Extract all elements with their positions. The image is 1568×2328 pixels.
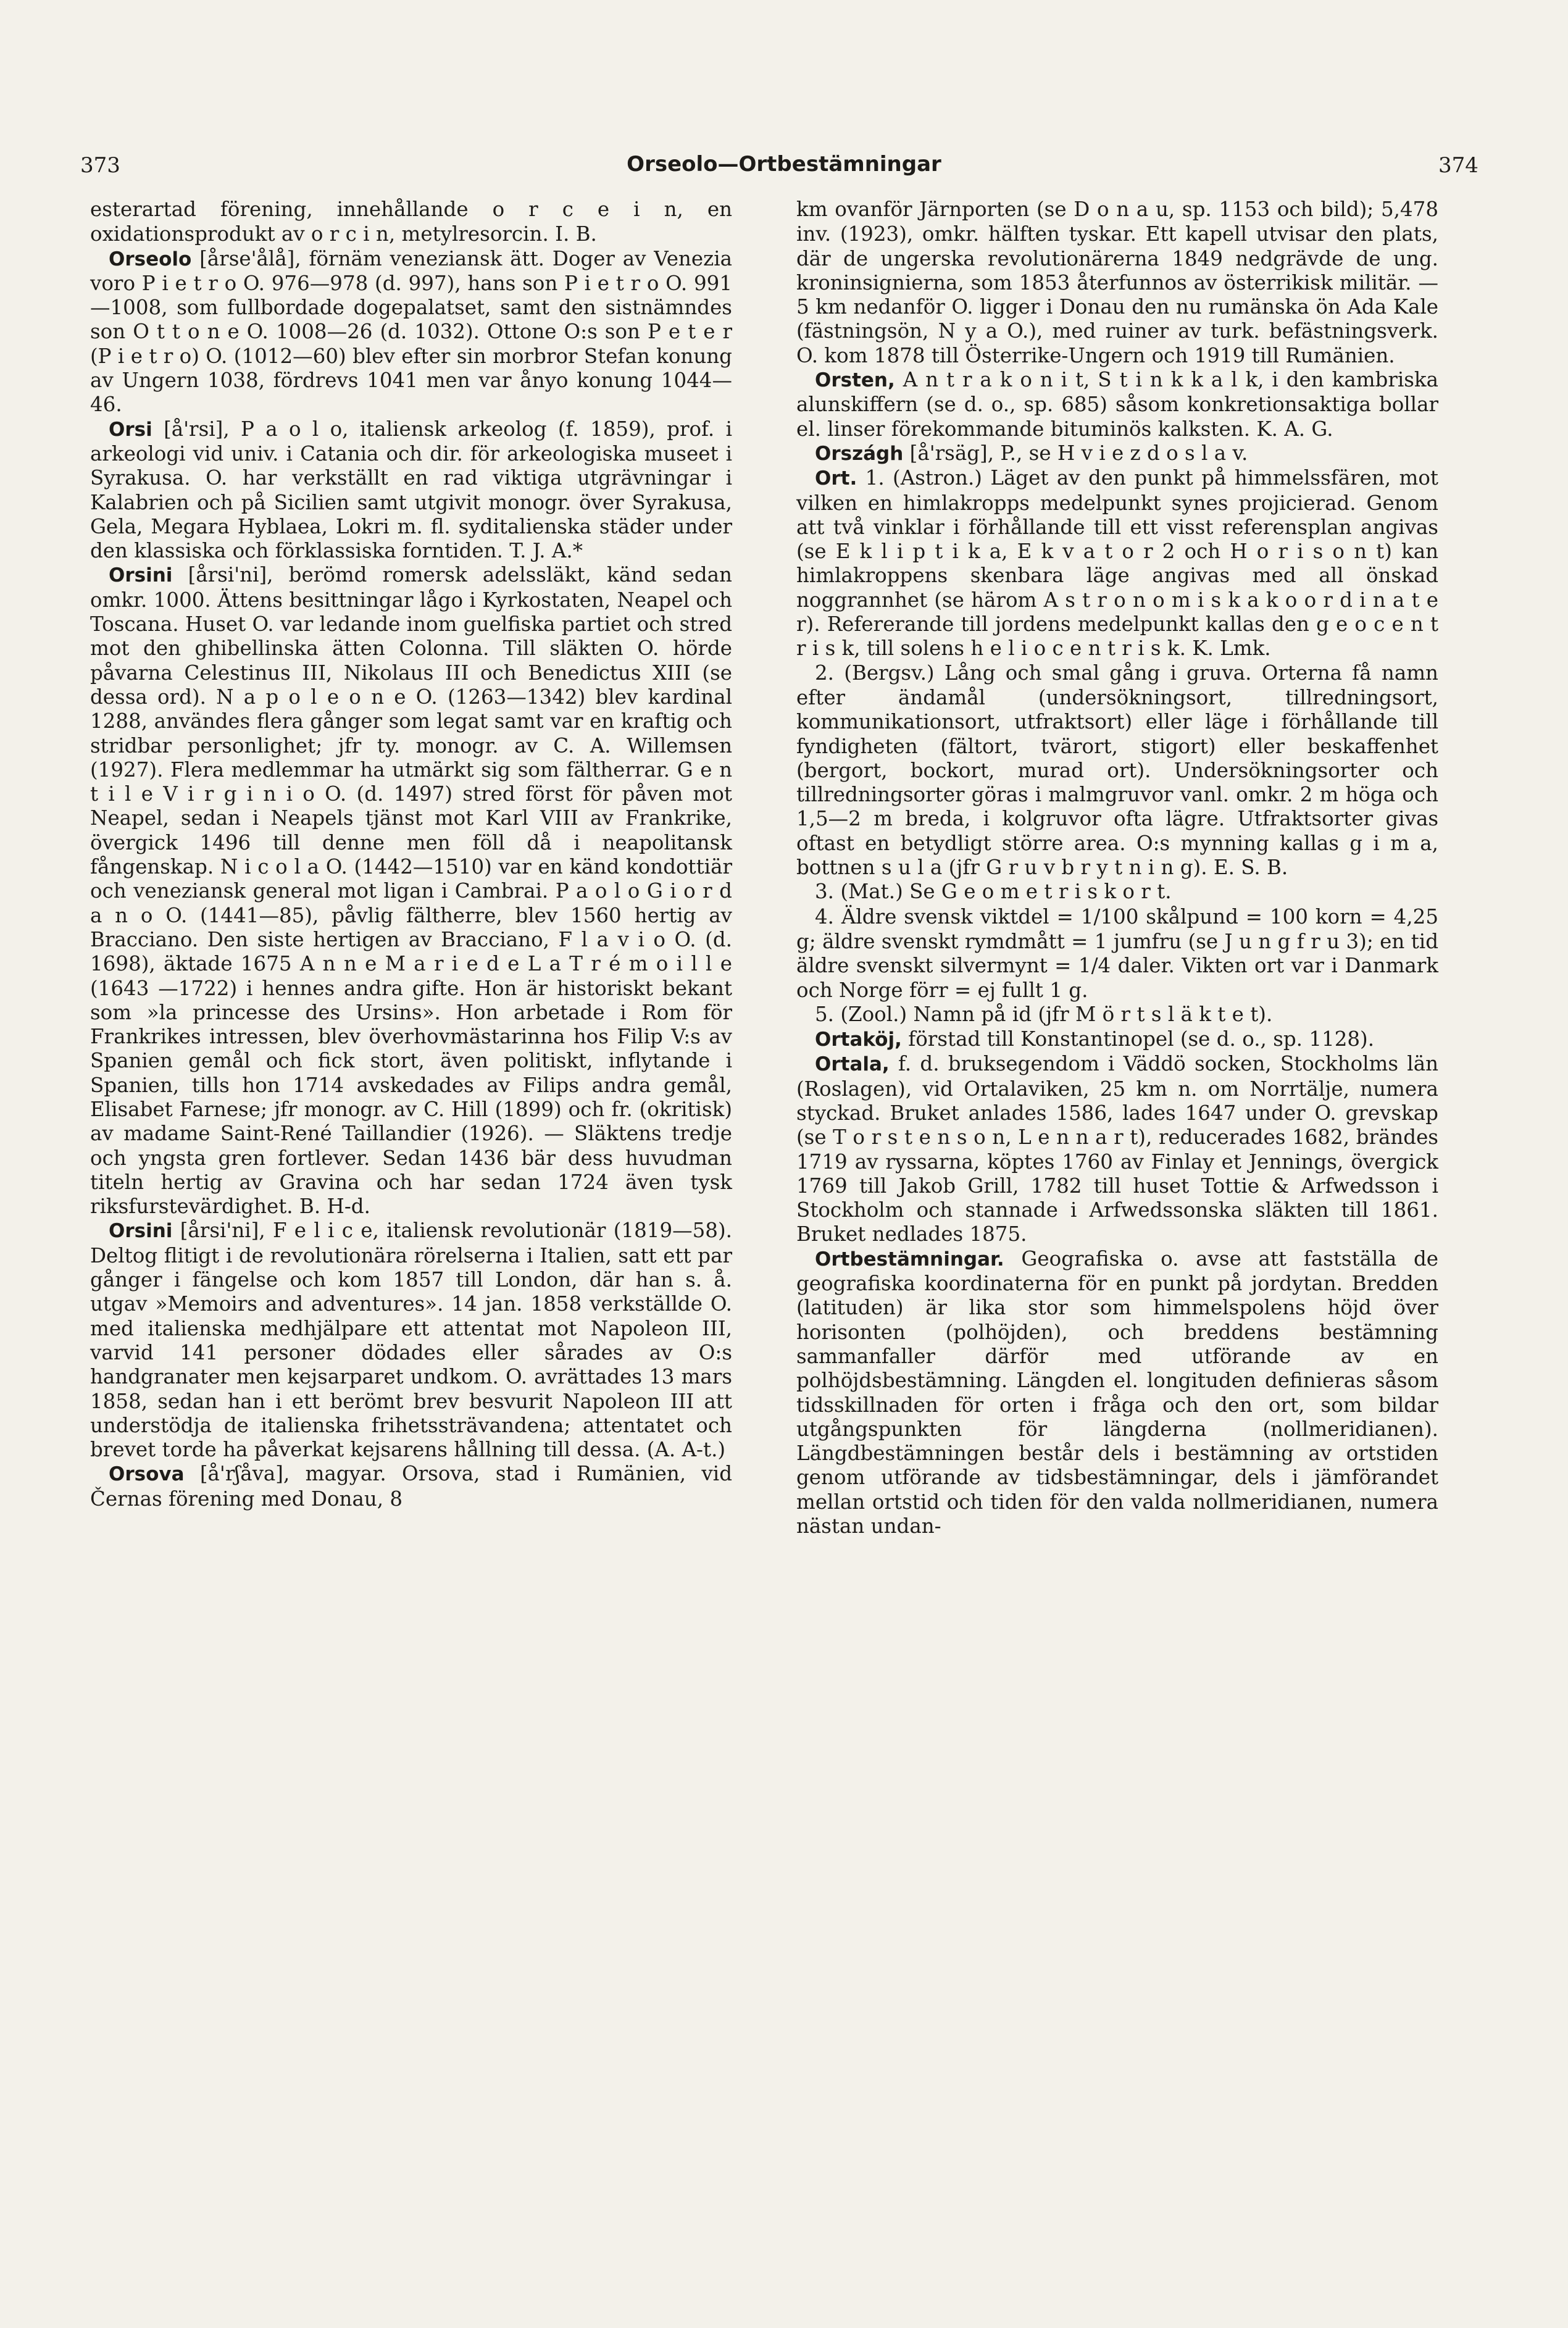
entry: Orseolo [årse'ålå], förnäm veneziansk ätt. Doger av Venezia voro P i e t r o O. 976—978 (d. 997), hans son P i e t r o O. 991—1008, som fullbordade dogepalatset, samt den sistnämndes son O t t o n e O. 1008—26 (d. 1032). Ottone O:s son P e t e r (P i e t r o) O. (1012—60) blev efter sin morbror Stefan konung av Ungern 1038, fördrevs 1041 men var ånyo konung 1044—46. (90, 246, 732, 417)
headword: Országh (815, 442, 904, 465)
entry: Orsini [årsi'ni], F e l i c e, italiensk revolutionär (1819—58). Deltog flitigt i de revolutionära rörelserna i Italien, satt ett par gånger i fängelse och kom 1857 till London, där han s. å. utgav »Memoirs and adventures». 14 jan. 1858 verkställde O. med italienska medhjälpare ett attentat mot Napoleon III, varvid 141 personer dödades eller sårades av O:s handgranater men kejsarparet undkom. O. avrättades 13 mars 1858, sedan han i ett berömt brev besvurit Napoleon III att understödja de italienska frihetssträvandena; attentatet och brevet torde ha påverkat kejsarens hållning till dessa. (A. A-t.) (90, 1219, 732, 1462)
headword: Orsi (109, 418, 152, 441)
left-column (90, 198, 732, 1511)
entry: km ovanför Järnporten (se D o n a u, sp. 1153 och bild); 5,478 inv. (1923), omkr. hälften tyskar. Ett kapell utvisar den plats, där de ungerska revolutionärerna 1849 nedgrävde de ung. kroninsignierna, som 1853 återfunnos av österrikisk militär. — 5 km nedanför O. ligger i Donau den nu rumänska ön Ada Kale (fästningsön, N y a O.), med ruiner av turk. befästningsverk. O. kom 1878 till Österrike-Ungern och 1919 till Rumänien. (796, 198, 1438, 367)
entry: esterartad förening, innehållande o r c e i n, en oxidationsprodukt av o r c i n, metylresorcin. I. B. (90, 198, 732, 246)
headword: Ortaköj, (815, 1028, 902, 1051)
entry: Ortbestämningar. Geografiska o. avse att fastställa de geografiska koordinaterna för en punkt på jordytan. Bredden (latituden) är lika stor som himmelspolens höjd över horisonten (polhöjden), och breddens bestämning sammanfaller därför med utförande av en polhöjdsbestämning. Längden el. longituden definieras såsom tidsskillnaden för orten i fråga och den ort, som bildar utgångspunkten för längderna (nollmeridianen). Längdbestämningen består dels i bestämning av ortstiden genom utförande av tidsbestämningar, dels i jämförandet mellan ortstid och tiden för den valda nollmeridianen, numera nästan undan- (796, 1246, 1438, 1538)
headword: Ort. (815, 467, 857, 490)
page-number-right: 374 (1438, 153, 1478, 178)
headword: Orsini (109, 564, 173, 587)
entry: Országh [å'rsäg], P., se H v i e z d o s l a v. (815, 441, 1248, 465)
headword: Orsova (109, 1463, 185, 1486)
entry: 2. (Bergsv.) Lång och smal gång i gruva. Orterna få namn efter ändamål (undersökningsort, tillredningsort, kommunikationsort, utfraktsort) eller läge i förhållande till fyndigheten (fältort, tvärort, stigort) eller beskaffenhet (bergort, bockort, murad ort). Undersökningsorter och tillredningsorter göras i malmgruvor vanl. omkr. 2 m höga och 1,5—2 m breda, i kolgruvor ofta lägre. Utfraktsorter givas oftast en betydligt större area. O:s mynning kallas g i m a, bottnen s u l a (jfr G r u v b r y t n i n g). E. S. B. (796, 661, 1438, 880)
entry: Ort. 1. (Astron.) Läget av den punkt på himmelssfären, mot vilken en himlakropps medelpunkt synes projicierad. Genom att två vinklar i förhållande till ett visst referensplan angivas (se E k l i p t i k a, E k v a t o r 2 och H o r i s o n t) kan himlakroppens skenbara läge angivas med all önskad noggrannhet (se härom A s t r o n o m i s k a k o o r d i n a t e r). Refererande till jordens medelpunkt kallas den g e o c e n t r i s k, till solens h e l i o c e n t r i s k. K. Lmk. (796, 466, 1438, 661)
entry: Ortaköj, förstad till Konstantinopel (se d. o., sp. 1128). (815, 1027, 1375, 1051)
entry: 5. (Zool.) Namn på id (jfr M ö r t s l ä k t e t). (815, 1002, 1273, 1026)
page-number-left: 373 (80, 153, 120, 178)
entry: Orsini [årsi'ni], berömd romersk adelssläkt, känd sedan omkr. 1000. Ättens besittningar lågo i Kyrkostaten, Neapel och Toscana. Huset O. var ledande inom guelfiska partiet och stred mot den ghibellinska ätten Colonna. Till släkten O. hörde påvarna Celestinus III, Nikolaus III och Benedictus XIII (se dessa ord). N a p o l e o n e O. (1263—1342) blev kardinal 1288, användes flera gånger som legat samt var en kraftig och stridbar personlighet; jfr ty. monogr. av C. A. Willemsen (1927). Flera medlemmar ha utmärkt sig som fältherrar. G e n t i l e V i r g i n i o O. (d. 1497) stred först för påven mot Neapel, sedan i Neapels tjänst mot Karl VIII av Frankrike, övergick 1496 till denne men föll då i neapolitansk fångenskap. N i c o l a O. (1442—1510) var en känd kondottiär och veneziansk general mot ligan i Cambrai. P a o l o G i o r d a n o O. (1441—85), påvlig fältherre, blev 1560 hertig av Bracciano. Den siste hertigen av Bracciano, F l a v i o O. (d. 1698), äktade 1675 A n n e M a r i e d e L a T r é m o i l l e (1643 —1722) i hennes andra gifte. Hon är historiskt bekant som »la princesse des Ursins». Hon arbetade i Rom för Frankrikes intressen, blev överhovmästarinna hos Filip V:s av Spanien gemål och fick stort, även politiskt, inflytande i Spanien, tills hon 1714 avskedades av Filips andra gemål, Elisabet Farnese; jfr monogr. av C. Hill (1899) och fr. (okritisk) av madame Saint-René Taillandier (1926). — Släktens tredje och yngsta gren fortlever. Sedan 1436 bär dess huvudman titeln hertig av Gravina och har sedan 1724 även tysk riksfurstevärdighet. B. H-d. (90, 563, 732, 1219)
running-head: Orseolo—Ortbestämningar (627, 152, 941, 177)
entry: Orsi [å'rsi], P a o l o, italiensk arkeolog (f. 1859), prof. i arkeologi vid univ. i Catania och dir. för arkeologiska museet i Syrakusa. O. har verkställt en rad viktiga utgrävningar i Kalabrien och på Sicilien samt utgivit monogr. över Syrakusa, Gela, Megara Hyblaea, Lokri m. fl. syditalienska städer under den klassiska och förklassiska forntiden. T. J. A.* (90, 417, 732, 563)
headword: Ortbestämningar. (815, 1248, 1004, 1270)
entry: Ortala, f. d. bruksegendom i Väddö socken, Stockholms län (Roslagen), vid Ortalaviken, 25 km n. om Norrtälje, numera styckad. Bruket anlades 1586, lades 1647 under O. grevskap (se T o r s t e n s o n, L e n n a r t), reducerades 1682, brändes 1719 av ryssarna, köptes 1760 av Finlay et Jennings, övergick 1769 till Jakob Grill, 1782 till huset Tottie & Arfwedsson i Stockholm och stannade i Arfwedssonska släkten till 1861. Bruket nedlades 1875. (796, 1052, 1438, 1246)
headword: Orseolo (109, 248, 192, 270)
entry: 4. Äldre svensk viktdel = 1/100 skålpund = 100 korn = 4,25 g; äldre svenskt rymdmått = 1 jumfru (se J u n g f r u 3); en tid äldre svenskt silvermynt = 1/4 daler. Vikten ort var i Danmark och Norge förr = ej fullt 1 g. (796, 904, 1438, 1002)
right-column (796, 198, 1438, 1538)
headword: Orsten, (815, 369, 895, 392)
entry: 3. (Mat.) Se G e o m e t r i s k o r t. (815, 880, 1172, 904)
entry: Orsova [å'rʃåva], magyar. Orsova, stad i Rumänien, vid Černas förening med Donau, 8 (90, 1462, 732, 1511)
headword: Orsini (109, 1220, 173, 1243)
headword: Ortala, (815, 1053, 890, 1076)
entry: Orsten, A n t r a k o n i t, S t i n k k a l k, i den kambriska alunskiffern (se d. o., sp. 685) såsom konkretionsaktiga bollar el. linser förekommande bituminös kalksten. K. A. G. (796, 368, 1438, 441)
